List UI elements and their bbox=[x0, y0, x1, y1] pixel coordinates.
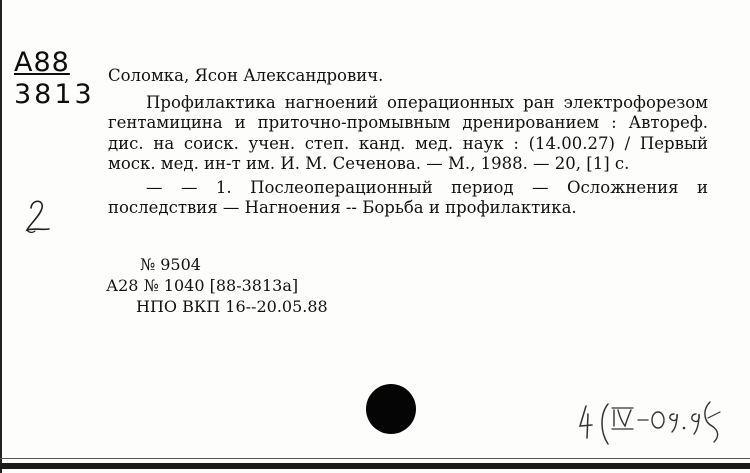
author-heading: Соломка, Ясон Александрович. bbox=[108, 66, 384, 85]
bibliographic-entry bbox=[108, 66, 708, 219]
card-bottom-edge bbox=[0, 463, 750, 469]
card-left-edge bbox=[0, 0, 2, 473]
punch-hole bbox=[366, 384, 416, 434]
registration-number: № 9504 bbox=[140, 255, 201, 274]
catalog-codes bbox=[106, 254, 328, 317]
subject-headings: — — 1. Послеоперационный период — Осложнения и последствия — Нагноения -- Борьба и профилактика. bbox=[108, 177, 708, 217]
npo-vkp-code: НПО ВКП 16--20.05.88 bbox=[136, 297, 328, 316]
title-description: Профилактика нагноений операционных ран электрофорезом гентамицина и приточно-промывным дренированием : Автореф. дис. на соиск. учен. степ. канд. мед. наук : (14.00.27) / Первый моск. мед. ин-т им. И. М. Сеченова. — М., 1988. — 20, [1] с. bbox=[108, 92, 708, 173]
handwritten-date bbox=[572, 392, 732, 450]
a28-code: А28 № 1040 [88-3813а] bbox=[106, 276, 299, 295]
card-bottom-rule bbox=[0, 458, 750, 459]
shelfmark-line-2: 3813 bbox=[14, 79, 95, 110]
shelfmark bbox=[14, 48, 95, 110]
shelfmark-line-1: А88 bbox=[14, 47, 70, 78]
handwritten-mark bbox=[22, 196, 52, 236]
